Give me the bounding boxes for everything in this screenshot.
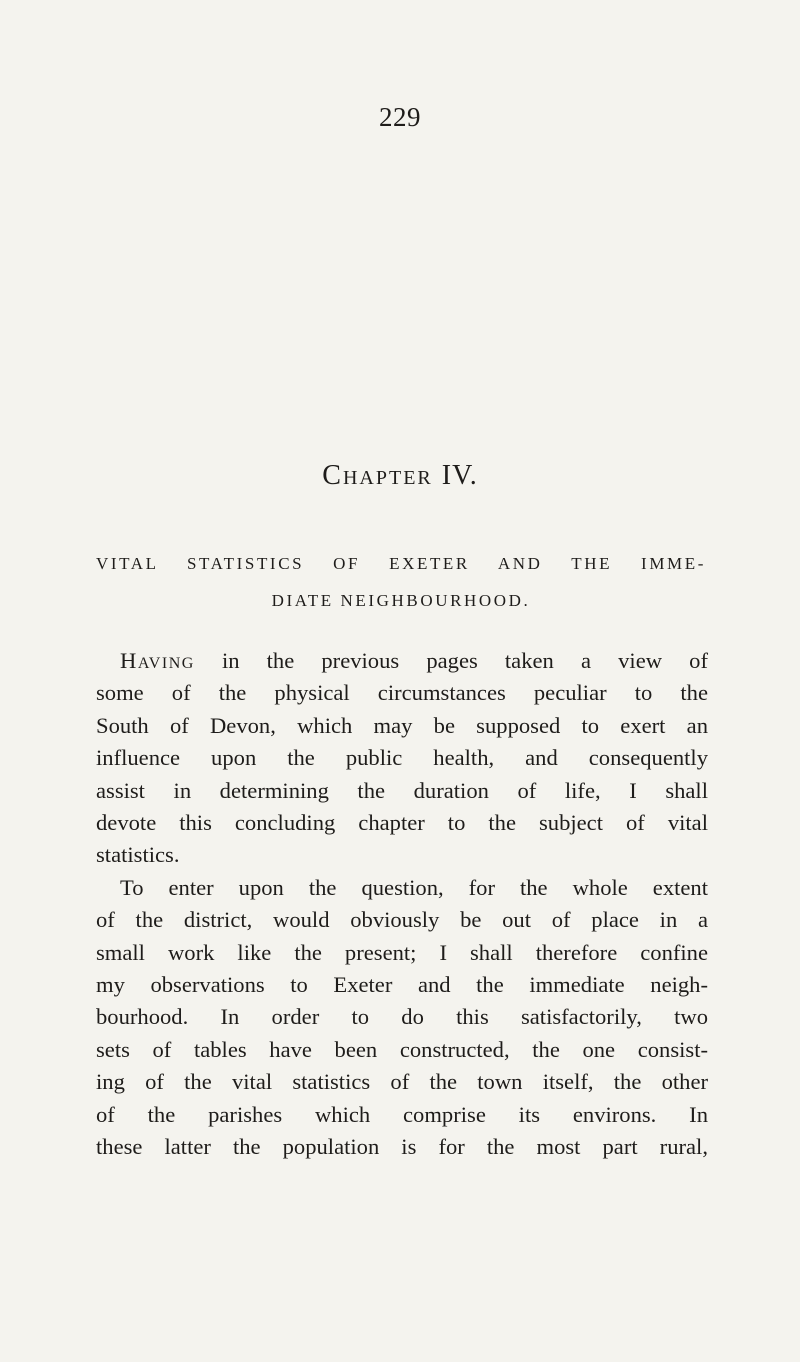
text-line: statistics. [96, 842, 180, 868]
text-line: of the district, would obviously be out of place in a [96, 907, 708, 933]
subtitle-line: VITAL STATISTICS OF EXETER AND THE IMME- [96, 554, 706, 573]
text-line: small work like the present; I shall therefore confine [96, 939, 708, 965]
text-line: some of the physical circumstances peculiar to the [96, 680, 708, 706]
text-line: these latter the population is for the most part rural, [96, 1134, 708, 1160]
text-line: influence upon the public health, and consequently [96, 745, 708, 771]
chapter-heading [0, 460, 800, 492]
text-line: devote this concluding chapter to the subject of vital [96, 810, 708, 836]
paragraph-2 [96, 872, 708, 1164]
lead-word: Having [120, 648, 195, 673]
page-number: 229 [379, 102, 421, 132]
text-line: my observations to Exeter and the immediate neigh- [96, 972, 708, 998]
chapter-subtitle [96, 545, 706, 619]
text-line-rest: in the previous pages taken a view of [194, 648, 708, 673]
text-line: To enter upon the question, for the whole extent [120, 874, 708, 900]
subtitle-line: DIATE NEIGHBOURHOOD. [271, 591, 531, 610]
text-line: sets of tables have been constructed, the one consist- [96, 1036, 708, 1062]
text-line: of the parishes which comprise its environs. In [96, 1101, 708, 1127]
body-text [96, 645, 708, 1164]
chapter-numeral: IV. [441, 460, 478, 491]
text-line: South of Devon, which may be supposed to exert an [96, 712, 708, 738]
text-line: ing of the vital statistics of the town itself, the other [96, 1069, 708, 1095]
text-line: bourhood. In order to do this satisfactorily, two [96, 1004, 708, 1030]
text-line: assist in determining the duration of life, I shall [96, 777, 708, 803]
paragraph-1 [96, 645, 708, 872]
chapter-label: Chapter [322, 460, 433, 491]
text-line [96, 645, 708, 677]
